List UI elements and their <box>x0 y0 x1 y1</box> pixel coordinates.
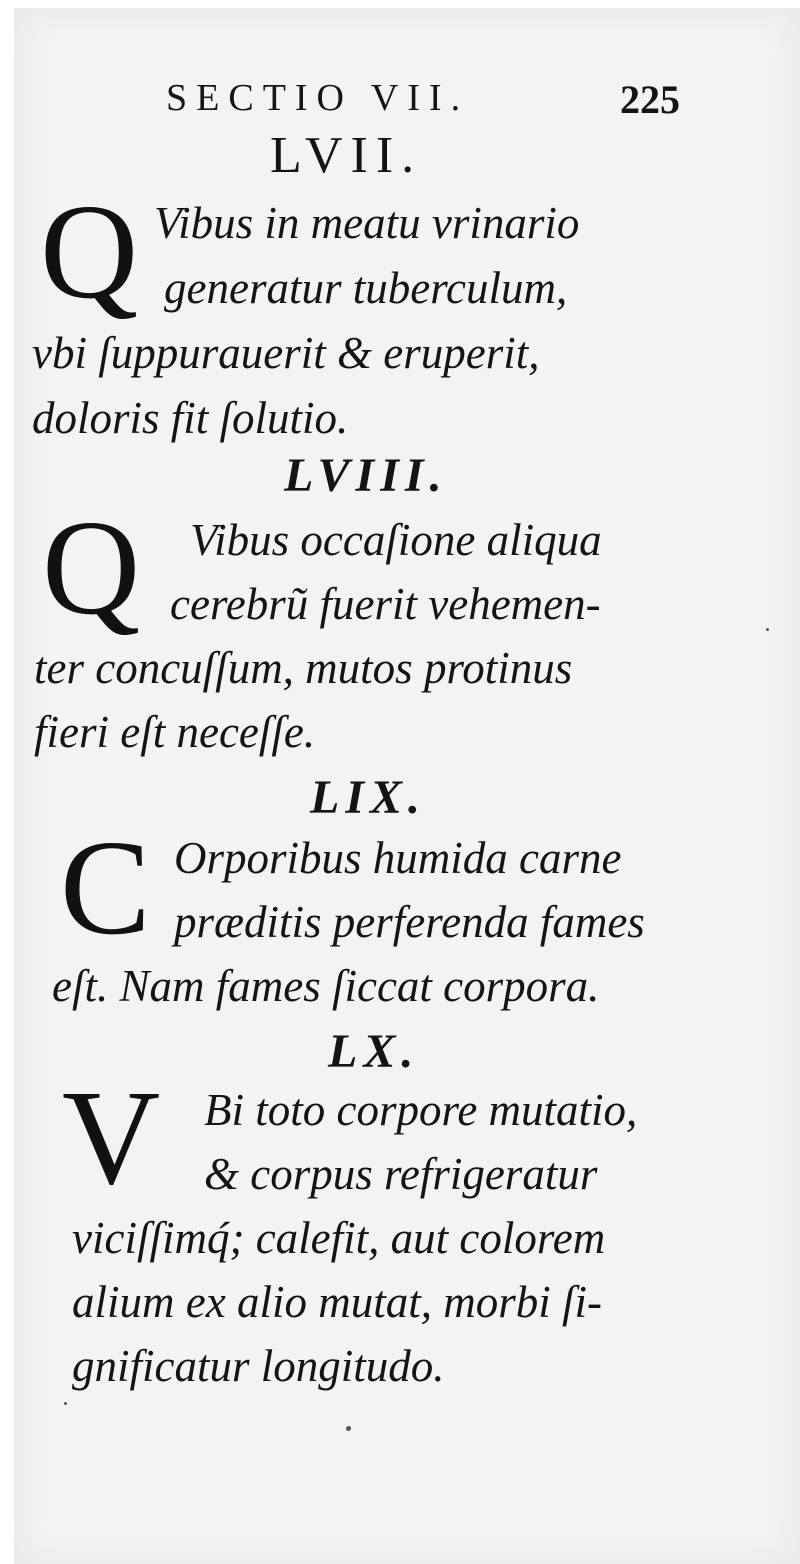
drop-cap-initial: Q <box>42 493 141 643</box>
scan-speck <box>64 1402 67 1405</box>
text-line: ter concuſſum, mutos protinus <box>34 643 573 693</box>
drop-cap-initial: Q <box>40 177 139 327</box>
text-line: Vibus occaſione aliqua <box>190 515 602 565</box>
text-line: Vibus in meatu vrinario <box>154 198 580 248</box>
text-line: fieri eſt neceſſe. <box>34 707 316 757</box>
text-line: præditis perferenda fames <box>174 897 645 947</box>
text-line: & corpus refrigeratur <box>204 1149 598 1199</box>
text-line: generatur tuberculum, <box>164 263 568 313</box>
page-left-margin <box>0 0 14 1564</box>
page-number: 225 <box>620 77 680 122</box>
aphorism-number: LIX. <box>310 771 427 824</box>
text-line: doloris fit ſolutio. <box>32 393 349 443</box>
book-page <box>14 8 800 1564</box>
page-header <box>14 76 800 126</box>
text-line: eſt. Nam fames ſiccat corpora. <box>52 961 600 1011</box>
aphorism-number: LVIII. <box>284 449 448 502</box>
text-line: alium ex alio mutat, morbi ſi- <box>72 1277 602 1327</box>
text-line: cerebrũ fuerit vehemen- <box>170 579 601 629</box>
drop-cap-initial: V <box>62 1063 161 1213</box>
text-line: vbi ſuppurauerit & eruperit, <box>32 328 540 378</box>
text-line: Bi toto corpore mutatio, <box>204 1085 638 1135</box>
text-line: gnificatur longitudo. <box>72 1341 445 1391</box>
aphorism-number: LVII. <box>270 127 423 184</box>
drop-cap-initial: C <box>60 813 151 963</box>
scan-speck <box>766 628 769 631</box>
text-line: Orporibus humida carne <box>174 833 622 883</box>
running-head: SECTIO VII. <box>166 77 470 119</box>
scan-speck <box>346 1426 351 1431</box>
aphorism-number: LX. <box>328 1025 420 1078</box>
text-line: viciſſimq́; calefit, aut colorem <box>72 1213 606 1263</box>
